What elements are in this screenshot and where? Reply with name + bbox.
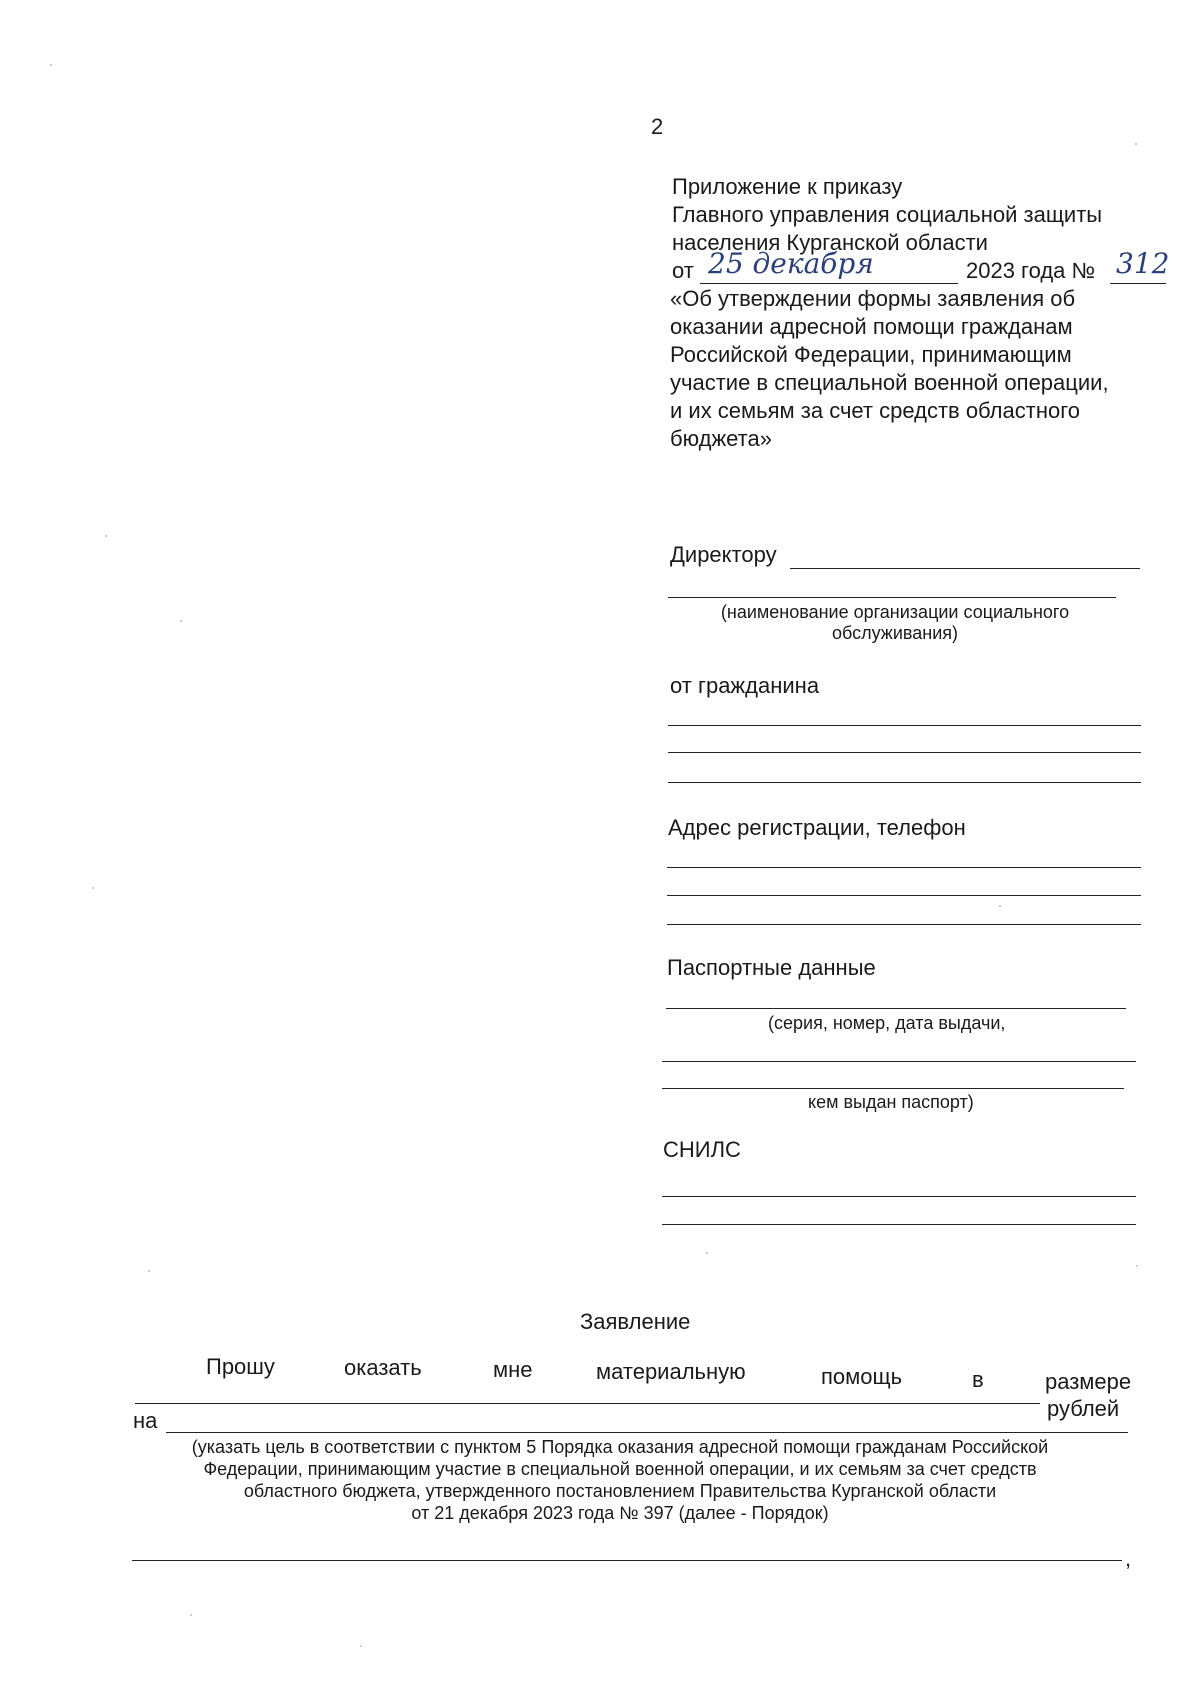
scan-speck: [92, 887, 94, 889]
order-title-line-2: оказании адресной помощи гражданам: [670, 314, 1073, 339]
statement-word-4: материальную: [596, 1359, 746, 1384]
address-phone-label: Адрес регистрации, телефон: [668, 815, 966, 840]
appendix-line-3: населения Курганской области: [672, 230, 988, 255]
order-title-line-5: и их семьям за счет средств областного: [670, 398, 1080, 423]
appendix-line-2: Главного управления социальной защиты: [672, 202, 1103, 227]
trailing-comma: ,: [1125, 1546, 1132, 1571]
scan-speck: [180, 620, 182, 622]
purpose-note-4: от 21 декабря 2023 года № 397 (далее - Порядок): [411, 1503, 829, 1523]
citizen-name-field-1[interactable]: [668, 725, 1141, 726]
statement-word-2: оказать: [344, 1355, 422, 1380]
handwritten-number: 312: [1116, 247, 1170, 280]
passport-field-2[interactable]: [662, 1061, 1136, 1062]
director-field[interactable]: [790, 568, 1140, 569]
order-title-line-1: «Об утверждении формы заявления об: [670, 286, 1076, 311]
address-field-3[interactable]: [667, 924, 1141, 925]
snils-label: СНИЛС: [663, 1137, 741, 1162]
purpose-field[interactable]: [166, 1432, 1128, 1433]
statement-word-7: размере: [1045, 1369, 1132, 1394]
statement-word-6: в: [972, 1367, 984, 1392]
snils-field-1[interactable]: [662, 1196, 1136, 1197]
scan-speck: [1136, 1265, 1138, 1267]
citizen-name-field-3[interactable]: [668, 782, 1141, 783]
scan-speck: [360, 1645, 362, 1647]
amount-field[interactable]: [135, 1403, 1040, 1404]
snils-field-2[interactable]: [662, 1224, 1136, 1225]
number-underline: [1110, 283, 1166, 284]
passport-hint-2: кем выдан паспорт): [808, 1092, 974, 1112]
citizen-name-field-2[interactable]: [668, 752, 1141, 753]
year-number-label: 2023 года №: [966, 258, 1096, 283]
from-citizen-label: от гражданина: [670, 673, 820, 698]
statement-word-3: мне: [493, 1357, 533, 1382]
organization-hint-1: (наименование организации социального: [720, 602, 1070, 622]
date-underline: [700, 283, 958, 284]
passport-hint-1: (серия, номер, дата выдачи,: [768, 1013, 1006, 1033]
order-title-line-3: Российской Федерации, принимающим: [670, 342, 1072, 367]
date-prefix: от: [672, 258, 694, 283]
passport-field-3[interactable]: [662, 1088, 1124, 1089]
statement-title: Заявление: [580, 1309, 691, 1334]
scan-speck: [105, 535, 107, 537]
address-field-2[interactable]: [667, 895, 1141, 896]
rubles-label: рублей: [1047, 1396, 1120, 1421]
appendix-line-1: Приложение к приказу: [672, 174, 903, 199]
passport-field-1[interactable]: [666, 1008, 1126, 1009]
purpose-continuation-field[interactable]: [132, 1560, 1122, 1561]
order-title-line-4: участие в специальной военной операции,: [670, 370, 1109, 395]
statement-word-1: Прошу: [206, 1354, 275, 1379]
organization-field[interactable]: [668, 597, 1116, 598]
scan-speck: [1135, 143, 1137, 145]
scan-speck: [50, 64, 52, 66]
director-label: Директору: [670, 542, 777, 567]
purpose-note-1: (указать цель в соответствии с пунктом 5 Порядка оказания адресной помощи гражданам Российской: [191, 1437, 1049, 1457]
passport-label: Паспортные данные: [667, 955, 876, 980]
order-title-line-6: бюджета»: [670, 426, 772, 451]
handwritten-date: 25 декабря: [708, 247, 874, 280]
address-field-1[interactable]: [667, 867, 1141, 868]
scan-speck: [148, 1270, 150, 1272]
purpose-note-2: Федерации, принимающим участие в специальной военной операции, и их семьям за счет средств: [203, 1459, 1037, 1479]
organization-hint-2: обслуживания): [831, 623, 959, 643]
statement-word-5: помощь: [821, 1364, 903, 1389]
page-number: 2: [651, 114, 664, 139]
scan-speck: [706, 1252, 708, 1254]
purpose-note-3: областного бюджета, утвержденного постановлением Правительства Курганской области: [243, 1481, 997, 1501]
purpose-prefix: на: [133, 1408, 158, 1433]
scan-speck: [999, 905, 1001, 907]
scan-speck: [190, 1614, 192, 1616]
